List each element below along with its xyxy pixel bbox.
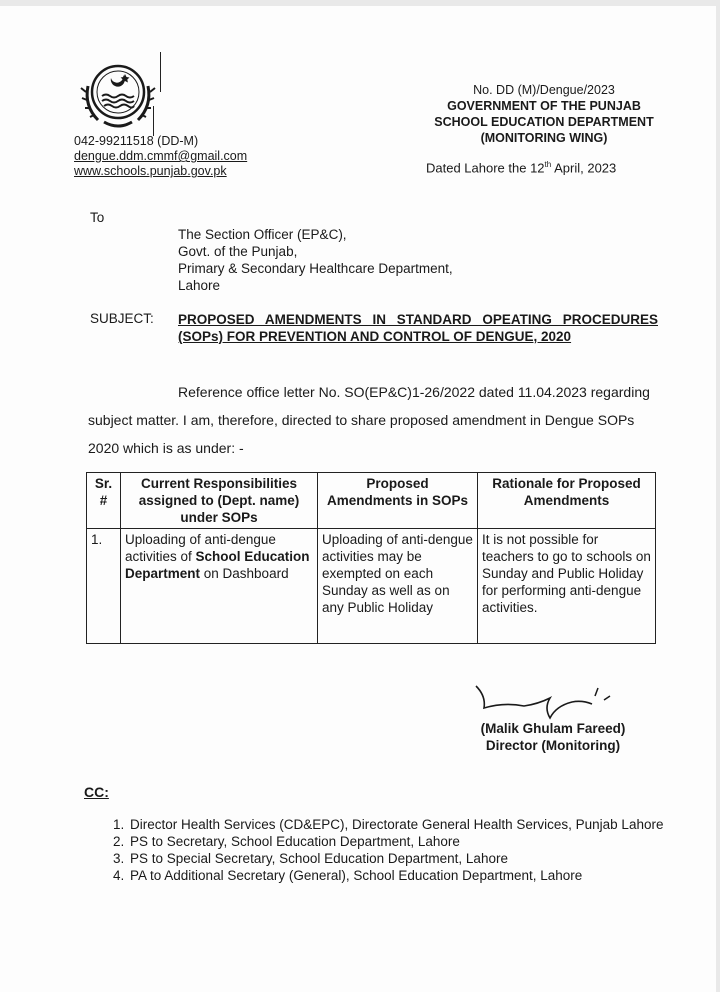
date-ordinal: th <box>544 160 552 169</box>
cell-rationale: It is not possible for teachers to go to schools on Sunday and Public Holiday for performing anti-dengue activities. <box>478 529 656 644</box>
list-item: 3. PS to Special Secretary, School Education Department, Lahore <box>128 850 708 867</box>
wing-name: (MONITORING WING) <box>480 131 608 145</box>
body-text: Reference office letter No. SO(EP&C)1-26/2022 dated 11.04.2023 regarding subject matter. I am, therefore, directed to share proposed amendment in Dengue SOPs 2020 which is as under: - <box>88 384 650 456</box>
header-rule <box>153 106 154 136</box>
header-proposed: Proposed Amendments in SOPs <box>318 473 478 529</box>
amendments-table <box>86 472 656 644</box>
signatory-title: Director (Monitoring) <box>485 738 621 753</box>
subject-label: SUBJECT: <box>90 311 154 326</box>
contact-block <box>74 134 247 179</box>
letter-page <box>0 6 716 992</box>
date-suffix: April, 2023 <box>551 160 617 176</box>
header-rationale: Rationale for Proposed Amendments <box>478 473 656 529</box>
cc-list <box>84 816 708 884</box>
table-header-row <box>87 473 656 529</box>
list-item: 1. Director Health Services (CD&EPC), Directorate General Health Services, Punjab Lahore <box>128 816 708 833</box>
header-rule <box>160 52 161 92</box>
letter-date <box>426 160 616 175</box>
signatory-name: (Malik Ghulam Fareed) <box>480 721 626 736</box>
addressee-line: Lahore <box>178 278 221 293</box>
date-prefix: Dated Lahore the 12 <box>426 160 545 176</box>
addressee-block <box>178 226 453 294</box>
header-sr: Sr. # <box>87 473 121 529</box>
phone-number: 042-99211518 (DD-M) <box>74 134 199 148</box>
cell-current-text: Uploading of anti-dengue activities of <box>125 532 276 564</box>
email-address: dengue.ddm.cmmf@gmail.com <box>74 149 248 163</box>
addressee-line: Primary & Secondary Healthcare Department, <box>178 261 453 276</box>
list-item: 4. PA to Additional Secretary (General), School Education Department, Lahore <box>128 867 708 884</box>
org-name: GOVERNMENT OF THE PUNJAB <box>447 99 641 113</box>
addressee-line: Govt. of the Punjab, <box>178 244 298 259</box>
department-name: SCHOOL EDUCATION DEPARTMENT <box>434 115 654 129</box>
cell-sr: 1. <box>87 529 121 644</box>
header-current: Current Responsibilities assigned to (Dept. name) under SOPs <box>121 473 318 529</box>
cell-current-text-end: on Dashboard <box>200 566 289 581</box>
list-item: 2. PS to Secretary, School Education Department, Lahore <box>128 833 708 850</box>
website-address: www.schools.punjab.gov.pk <box>74 164 227 178</box>
table-row <box>87 529 656 644</box>
body-paragraph <box>88 378 658 462</box>
punjab-government-emblem-icon <box>78 56 158 130</box>
cell-current-dept: School Education Department <box>125 549 310 581</box>
cell-current <box>121 529 318 644</box>
reference-number: No. DD (M)/Dengue/2023 <box>473 83 615 97</box>
to-label: To <box>90 210 105 225</box>
letter-header <box>404 82 684 146</box>
signatory-block <box>468 720 638 754</box>
addressee-line: The Section Officer (EP&C), <box>178 227 347 242</box>
cc-label: CC: <box>84 784 109 800</box>
subject-text: PROPOSED AMENDMENTS IN STANDARD OPEATING PROCEDURES (SOPs) FOR PREVENTION AND CONTROL OF DENGUE, 2020 <box>178 312 658 344</box>
signature-icon <box>470 682 620 722</box>
cell-proposed: Uploading of anti-dengue activities may be exempted on each Sunday as well as on any Public Holiday <box>318 529 478 644</box>
